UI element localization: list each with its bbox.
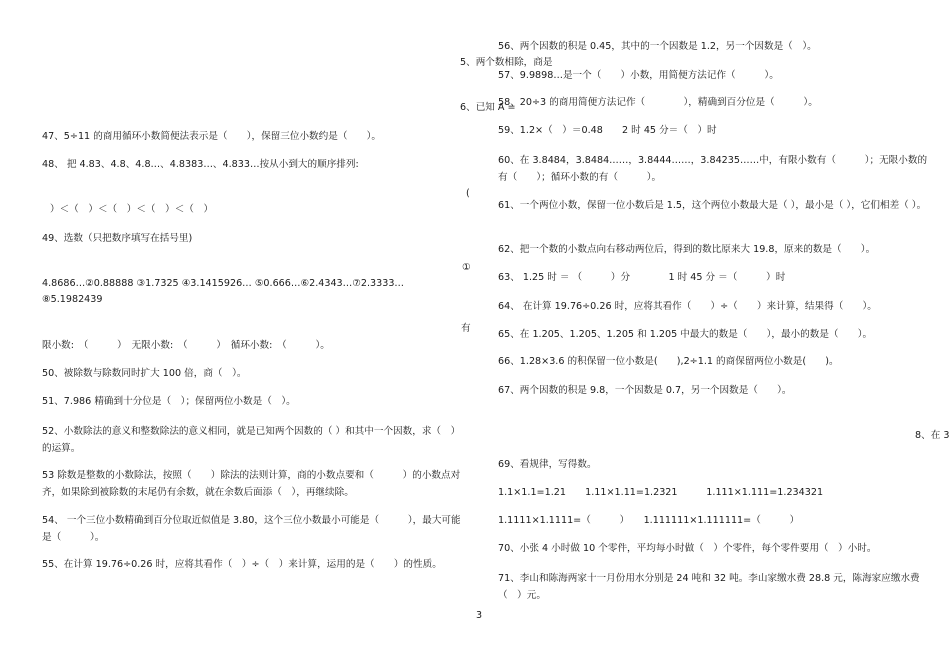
question-69-row-2: 1.1111×1.1111=（ ） 1.111111×1.111111=（ ） (498, 515, 800, 526)
fragment-question-8: 8、在 3 (915, 430, 950, 441)
question-57: 57、9.9898…是一个（ ）小数，用简便方法记作（ ）。 (498, 70, 779, 81)
fragment-paren: ( (466, 188, 470, 199)
question-62: 62、把一个数的小数点向右移动两位后，得到的数比原来大 19.8，原来的数是（ ）。 (498, 244, 876, 255)
question-69: 69、看规律，写得数。 (498, 459, 597, 470)
question-52: 52、小数除法的意义和整数除法的意义相同，就是已知两个因数的（ ）和其中一个因数，求（ ）的运算。 (42, 426, 461, 454)
question-61: 61、一个两位小数，保留一位小数后是 1.5，这个两位小数最大是（ ），最小是（ ），它们相差（ ）。 (498, 200, 927, 211)
page-number: 3 (476, 610, 483, 621)
question-55: 55、在计算 19.76÷0.26 时，应将其看作（ ）÷（ ）来计算，运用的是（ ）的性质。 (42, 559, 442, 570)
fragment-question-5: 5、两个数相除，商是 (460, 57, 553, 68)
question-51: 51、7.986 精确到十分位是（ ）；保留两位小数是（ ）。 (42, 396, 296, 407)
question-47: 47、5÷11 的商用循环小数简便法表示是（ ），保留三位小数约是（ ）。 (42, 131, 382, 142)
question-67: 67、两个因数的积是 9.8，一个因数是 0.7，另一个因数是（ ）。 (498, 385, 792, 396)
question-65: 65、在 1.205、1.205、1.205 和 1.205 中最大的数是（ ），最小的数是（ ）。 (498, 329, 873, 340)
question-58: 58、20÷3 的商用简便方法记作（ ），精确到百分位是（ ）。 (498, 97, 818, 108)
question-53: 53 除数是整数的小数除法，按照（ ）除法的法则计算，商的小数点要和（ ）的小数点对齐，如果除到被除数的末尾仍有余数，就在余数后面添（ ），再继续除。 (42, 470, 461, 498)
question-54: 54、 一个三位小数精确到百分位取近似值是 3.80，这个三位小数最小可能是（ ），最大可能是（ ）。 (42, 515, 461, 543)
question-60: 60、在 3.8484，3.8484……，3.8444……，3.84235……中，有限小数有（ ）；无限小数的有（ ）；循环小数的有（ ）。 (498, 155, 928, 183)
question-49-answers: 限小数: （ ） 无限小数: （ ） 循环小数: （ ）。 (42, 340, 330, 351)
question-48-blanks: ）＜（ ）＜（ ）＜（ ）＜（ ） (50, 204, 214, 215)
question-69-row-1: 1.1×1.1=1.21 1.11×1.11=1.2321 1.111×1.111=1.234321 (498, 487, 824, 498)
question-49: 49、选数（只把数序填写在括号里) (42, 233, 193, 244)
fragment-you: 有 (461, 323, 471, 334)
question-56: 56、两个因数的积是 0.45，其中的一个因数是 1.2，另一个因数是（ ）。 (498, 41, 817, 52)
question-50: 50、被除数与除数同时扩大 100 倍，商（ ）。 (42, 368, 247, 379)
question-66: 66、1.28×3.6 的积保留一位小数是( ),2÷1.1 的商保留两位小数是( )。 (498, 356, 839, 367)
question-48: 48、 把 4.83、4.8、4.8…、4.8383…、4.833…按从小到大的顺序排列: (42, 159, 359, 170)
question-71: 71、李山和陈海两家十一月份用水分别是 24 吨和 32 吨。李山家缴水费 28.8 元，陈海家应缴水费（ ）元。 (498, 573, 920, 601)
question-63: 63、 1.25 时 ＝ （ ）分 1 时 45 分 ＝（ ）时 (498, 272, 786, 283)
fragment-question-6: 6、已知 A = (460, 102, 516, 113)
fragment-circled-one: ① (462, 262, 471, 273)
question-70: 70、小张 4 小时做 10 个零件，平均每小时做（ ）个零件，每个零件要用（ ）小时。 (498, 543, 877, 554)
question-49-options: 4.8686…②0.88888 ③1.7325 ④3.1415926… ⑤0.666…⑥2.4343…⑦2.3333…⑧5.1982439 (42, 278, 405, 305)
question-64: 64、 在计算 19.76÷0.26 时，应将其看作（ ）÷（ ）来计算，结果得（ ）。 (498, 301, 877, 312)
question-59: 59、1.2×（ ）＝0.48 2 时 45 分＝（ ）时 (498, 125, 717, 136)
